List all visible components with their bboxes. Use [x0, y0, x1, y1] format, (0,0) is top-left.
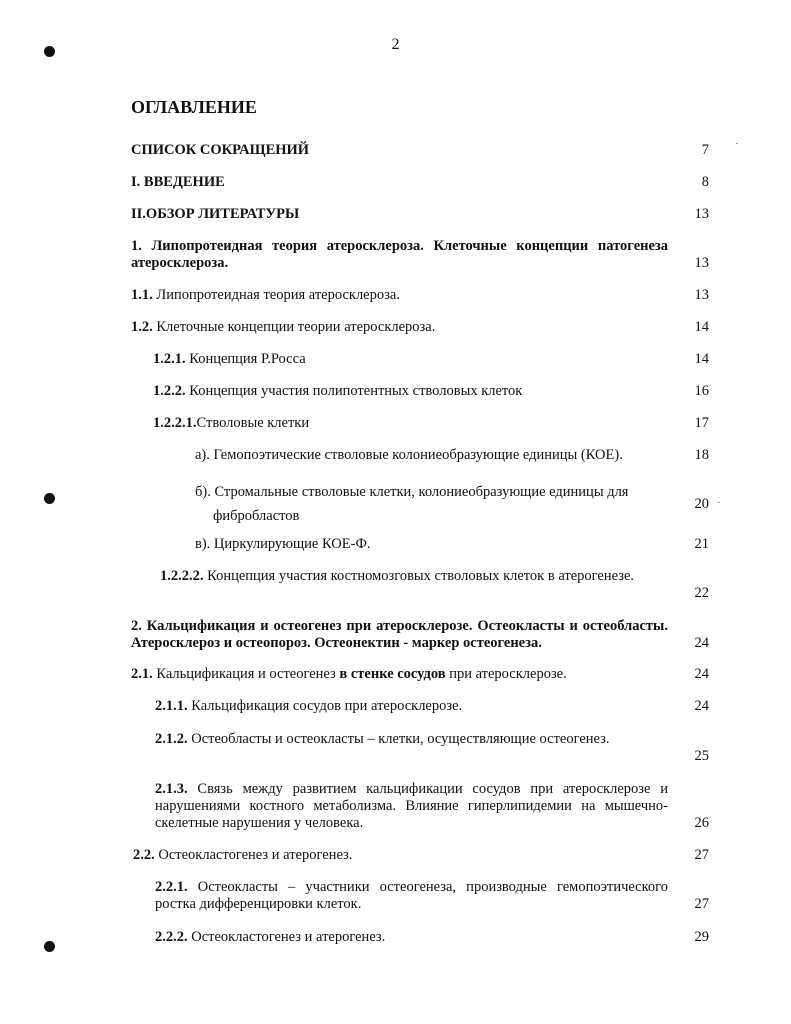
entry-number: 2.1.2. — [155, 731, 188, 747]
entry-page: 21 — [694, 536, 709, 552]
entry-page: 13 — [694, 287, 709, 303]
entry-title: Кальцификация и остеогенез — [152, 666, 340, 682]
entry-page: 20 — [694, 496, 709, 512]
entry-title: Остеобласты и остеокласты – клетки, осуществляющие остеогенез. — [187, 731, 610, 747]
entry-title: Концепция участия полипотентных стволовых клеток — [185, 383, 523, 399]
toc-entry — [153, 351, 709, 368]
entry-number: 1.2.2.2. — [160, 568, 204, 584]
entry-title: Концепция участия костномозговых стволовых клеток в атерогенезе. — [203, 568, 635, 584]
toc-entry — [131, 238, 709, 272]
toc-entry — [153, 415, 709, 432]
entry-title: I. ВВЕДЕНИЕ — [131, 174, 225, 190]
entry-title: б). Стромальные стволовые клетки, колониеобразующие единицы для — [195, 484, 629, 500]
entry-title-continued: фибробластов — [213, 508, 300, 524]
entry-number: 1.2.2.1. — [153, 415, 197, 431]
toc-entry — [195, 447, 709, 464]
toc-entry — [131, 174, 709, 191]
entry-number: 2.1.3. — [155, 781, 188, 797]
entry-title: Липопротеидная теория атеросклероза. — [152, 287, 400, 303]
entry-number: 2.2.1. — [155, 879, 188, 895]
entry-page: 25 — [694, 748, 709, 764]
entry-page: 24 — [694, 666, 709, 682]
entry-page: 8 — [701, 174, 709, 190]
entry-title: 1. Липопротеидная теория атеросклероза. Клеточные концепции патогенеза атеросклероза. — [131, 238, 668, 271]
entry-page: 29 — [694, 929, 709, 945]
toc-entry — [160, 568, 709, 601]
toc-entry — [131, 319, 709, 336]
entry-number: 1.2.1. — [153, 351, 186, 367]
entry-title: 2. Кальцификация и остеогенез при атеросклерозе. Остеокласты и остеобласты. Атеросклероз и остеопороз. Остеонектин - маркер остеогенеза. — [131, 618, 668, 651]
toc-entry — [155, 731, 709, 764]
entry-page: 26 — [694, 815, 709, 831]
entry-title: Клеточные концепции теории атеросклероза. — [152, 319, 436, 335]
toc-entry — [155, 698, 709, 715]
toc-entry — [131, 666, 709, 683]
entry-page: 24 — [694, 635, 709, 651]
toc-entry — [195, 536, 709, 553]
entry-page: 13 — [694, 206, 709, 222]
toc-entry — [131, 287, 709, 304]
toc-entry — [133, 847, 709, 864]
punch-hole-bottom — [44, 941, 55, 952]
entry-number: 2.2.2. — [155, 929, 188, 945]
toc-entry — [131, 142, 709, 159]
entry-title: Остеокласты – участники остеогенеза, производные гемопоэтического ростка дифференцировки клеток. — [155, 879, 668, 912]
page-title: ОГЛАВЛЕНИЕ — [131, 97, 257, 117]
stray-mark: · — [735, 138, 739, 150]
entry-page: 13 — [694, 255, 709, 271]
entry-number: 2.1. — [131, 666, 153, 682]
page-number: 2 — [391, 36, 400, 53]
entry-page: 22 — [694, 585, 709, 601]
toc-entry — [153, 383, 709, 400]
toc-entry — [131, 618, 709, 652]
toc-entry — [155, 879, 709, 913]
punch-hole-middle — [44, 493, 55, 504]
entry-page: 24 — [694, 698, 709, 714]
entry-title: СПИСОК СОКРАЩЕНИЙ — [131, 142, 310, 158]
entry-page: 27 — [694, 896, 709, 912]
entry-title: Связь между развитием кальцификации сосудов при атеросклерозе и нарушениями костного метаболизма. Влияние гиперлипидемии на мышечно-скелетные нарушения у человека. — [155, 781, 668, 831]
entry-title: Кальцификация сосудов при атеросклерозе. — [187, 698, 463, 714]
entry-title: II.ОБЗОР ЛИТЕРАТУРЫ — [131, 206, 300, 222]
entry-title: Остеокластогенез и атерогенез. — [154, 847, 353, 863]
toc-entry — [155, 781, 709, 832]
entry-page: 27 — [694, 847, 709, 863]
entry-title: Стволовые клетки — [196, 415, 310, 431]
toc-entry — [195, 480, 709, 528]
entry-number: 1.1. — [131, 287, 153, 303]
entry-page: 16 — [694, 383, 709, 399]
entry-number: 1.2. — [131, 319, 153, 335]
entry-page: 18 — [694, 447, 709, 463]
entry-page: 7 — [701, 142, 709, 158]
entry-title: Концепция Р.Росса — [185, 351, 306, 367]
toc-entry — [155, 929, 709, 946]
entry-title: Остеокластогенез и атерогенез. — [187, 929, 386, 945]
entry-title-emphasis: в стенке сосудов — [339, 666, 446, 682]
toc-entry — [131, 206, 709, 223]
stray-mark: · — [717, 497, 721, 509]
entry-page: 17 — [694, 415, 709, 431]
entry-page: 14 — [694, 319, 709, 335]
entry-number: 2.2. — [133, 847, 155, 863]
entry-page: 14 — [694, 351, 709, 367]
entry-number: 1.2.2. — [153, 383, 186, 399]
entry-number: 2.1.1. — [155, 698, 188, 714]
entry-title-end: при атеросклерозе. — [445, 666, 567, 682]
entry-title: в). Циркулирующие КОЕ-Ф. — [195, 536, 371, 552]
entry-title: а). Гемопоэтические стволовые колониеобразующие единицы (КОЕ). — [195, 447, 623, 463]
